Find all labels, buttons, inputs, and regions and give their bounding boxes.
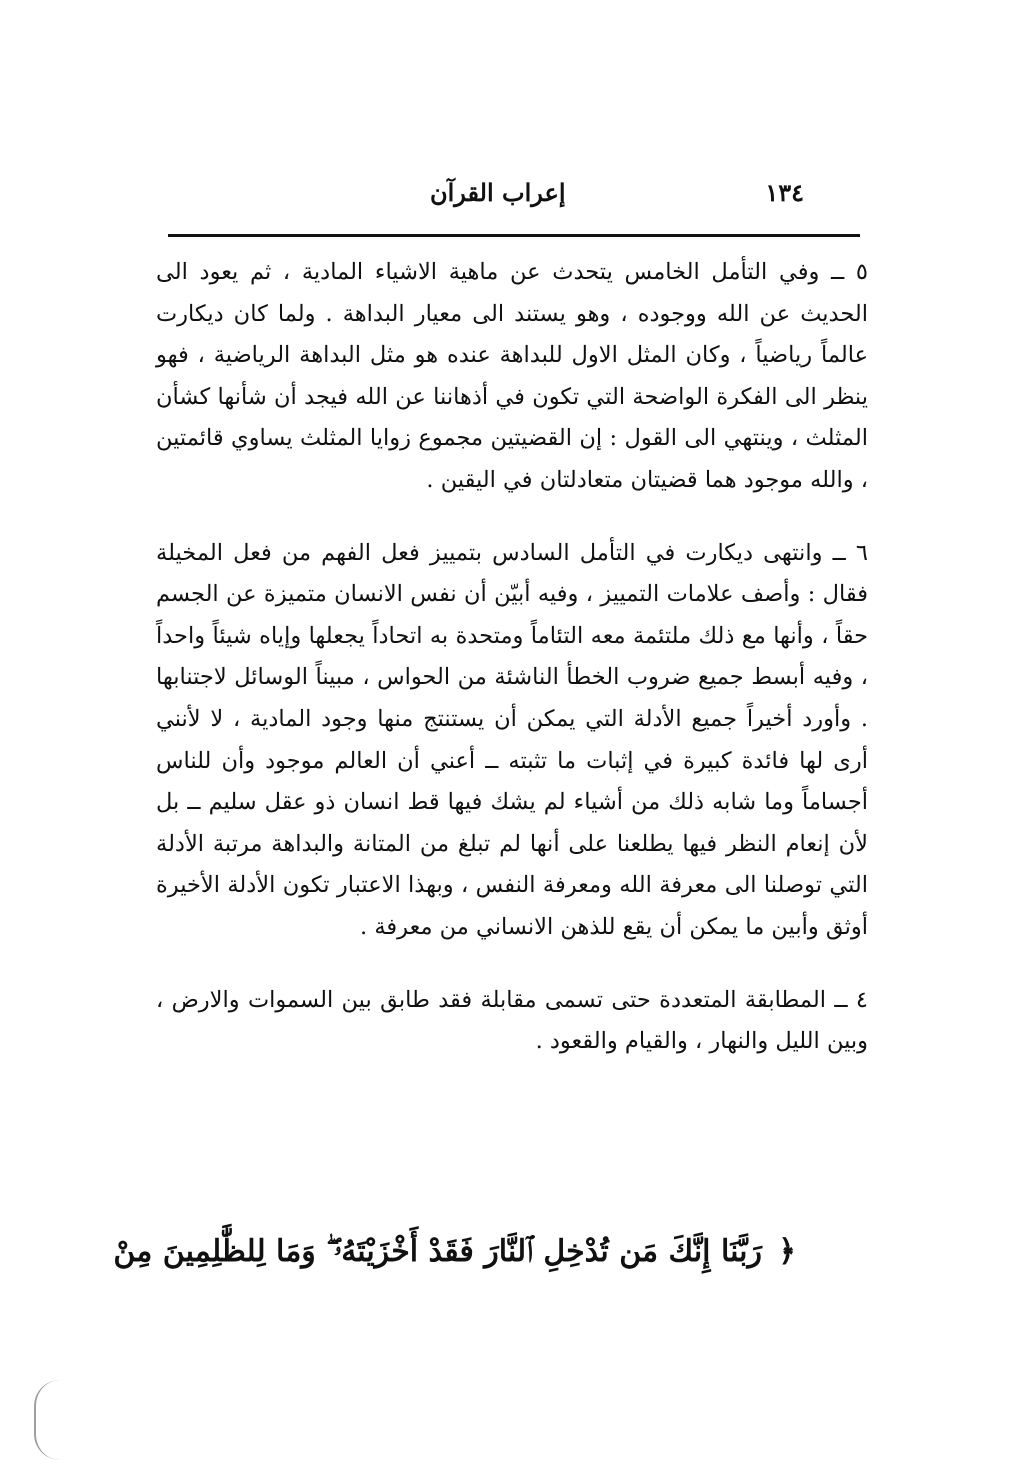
paragraph-6 (156, 533, 868, 949)
verse-bracket: ﴿ (778, 1234, 796, 1269)
paragraph-number: ٦ ــ (832, 539, 868, 566)
verse-text: رَبَّنَا إِنَّكَ مَن تُدْخِلِ ٱلنَّارَ فَقَدْ أَخْزَيْتَهُۥ ۖ وَمَا لِلظَّٰلِمِينَ مِنْ (113, 1234, 762, 1269)
page-number: ١٣٤ (765, 178, 804, 207)
paragraph-text: المطابقة المتعددة حتى تسمى مقابلة فقد طابق بين السموات والارض ، وبين الليل والنهار ، والقيام والقعود . (156, 986, 868, 1055)
header-divider (168, 234, 860, 237)
quran-verse (113, 1222, 796, 1282)
body-text (156, 252, 868, 1063)
paragraph-text: وانتهى ديكارت في التأمل السادس بتمييز فعل الفهم من فعل المخيلة فقال : وأصف علامات التمييز ، وفيه أبيّن أن نفس الانسان متميزة عن الجسم حقاً ، وأنها مع ذلك ملتئمة معه التئاماً ومتحدة به اتحاداً يجعلها وإياه شيئاً واحداً ، وفيه أبسط جميع ضروب الخطأ الناشئة من الحواس ، مبيناً الوسائل لاجتنابها . وأورد أخيراً جميع الأدلة التي يمكن أن يستنتج منها وجود المادية ، لا لأنني أرى لها فائدة كبيرة في إثبات ما تثبته ــ أعني أن العالم موجود وأن للناس أجساماً وما شابه ذلك من أشياء لم يشك فيها قط انسان ذو عقل سليم ــ بل لأن إنعام النظر فيها يطلعنا على أنها لم تبلغ من المتانة والبداهة مرتبة الأدلة التي توصلنا الى معرفة الله ومعرفة النفس ، وبهذا الاعتبار تكون الأدلة الأخيرة أوثق وأبين ما يمكن أن يقع للذهن الانساني من معرفة . (156, 539, 868, 940)
paragraph-number: ٤ ــ (834, 986, 868, 1013)
running-title: إعراب القرآن (430, 178, 566, 207)
scan-edge-mark (34, 1380, 60, 1460)
page-header (160, 178, 864, 222)
paragraph-5 (156, 252, 868, 502)
paragraph-text: وفي التأمل الخامس يتحدث عن ماهية الاشياء المادية ، ثم يعود الى الحديث عن الله ووجوده ، وهو يستند الى معيار البداهة . ولما كان ديكارت عالماً رياضياً ، وكان المثل الاول للبداهة عنده هو مثل البداهة الرياضية ، فهو ينظر الى الفكرة الواضحة التي تكون في أذهاننا عن الله فيجد أن شأنها كشأن المثلث ، وينتهي الى القول : إن القضيتين مجموع زوايا المثلث يساوي قائمتين ، والله موجود هما قضيتان متعادلتان في اليقين . (156, 259, 868, 493)
paragraph-number: ٥ ــ (831, 259, 868, 285)
paragraph-4 (156, 980, 868, 1063)
